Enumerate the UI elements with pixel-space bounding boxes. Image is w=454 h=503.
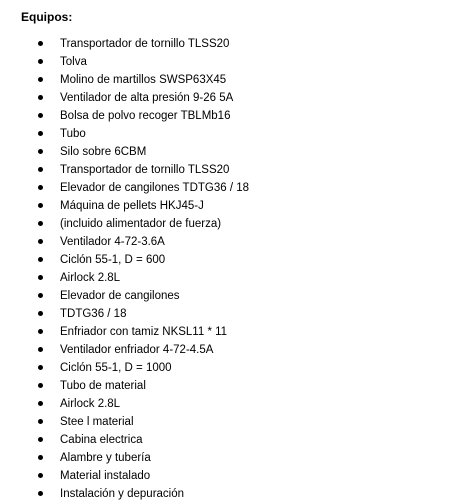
list-item-text: TDTG36 / 18 bbox=[60, 308, 127, 320]
list-item-text: Silo sobre 6CBM bbox=[60, 146, 147, 158]
list-item bbox=[0, 107, 454, 125]
list-item-text: Ventilador enfriador 4-72-4.5A bbox=[60, 344, 214, 356]
bullet-icon bbox=[38, 491, 43, 496]
list-item bbox=[0, 359, 454, 377]
bullet-icon bbox=[38, 311, 43, 316]
list-item bbox=[0, 215, 454, 233]
bullet-icon bbox=[38, 401, 43, 406]
list-item bbox=[0, 197, 454, 215]
bullet-icon bbox=[38, 95, 43, 100]
list-item bbox=[0, 449, 454, 467]
equipment-list bbox=[0, 35, 454, 503]
list-item-text: Tubo bbox=[60, 128, 86, 140]
list-item-text: Tubo de material bbox=[60, 380, 146, 392]
bullet-icon bbox=[38, 347, 43, 352]
bullet-icon bbox=[38, 473, 43, 478]
list-item bbox=[0, 323, 454, 341]
list-item-text: Ventilador de alta presión 9-26 5A bbox=[60, 92, 234, 104]
list-item bbox=[0, 431, 454, 449]
bullet-icon bbox=[38, 113, 43, 118]
list-item-text: Airlock 2.8L bbox=[60, 272, 121, 284]
list-item bbox=[0, 35, 454, 53]
list-item bbox=[0, 89, 454, 107]
bullet-icon bbox=[38, 77, 43, 82]
list-item-text: Stee l material bbox=[60, 416, 134, 428]
list-item-text: Enfriador con tamiz NKSL11 * 11 bbox=[60, 326, 228, 338]
list-item bbox=[0, 377, 454, 395]
bullet-icon bbox=[38, 203, 43, 208]
list-item bbox=[0, 143, 454, 161]
list-item-text: Airlock 2.8L bbox=[60, 398, 121, 410]
list-item bbox=[0, 305, 454, 323]
bullet-icon bbox=[38, 149, 43, 154]
list-item bbox=[0, 485, 454, 503]
list-item-text: Elevador de cangilones TDTG36 / 18 bbox=[60, 182, 250, 194]
list-item bbox=[0, 233, 454, 251]
list-item-text: Bolsa de polvo recoger TBLMb16 bbox=[60, 110, 231, 122]
list-item bbox=[0, 251, 454, 269]
bullet-icon bbox=[38, 131, 43, 136]
list-item-text: Elevador de cangilones bbox=[60, 290, 180, 302]
list-item-text: Ciclón 55-1, D = 1000 bbox=[60, 362, 172, 374]
bullet-icon bbox=[38, 41, 43, 46]
list-item bbox=[0, 341, 454, 359]
list-item-text: Molino de martillos SWSP63X45 bbox=[60, 74, 227, 86]
list-item bbox=[0, 161, 454, 179]
bullet-icon bbox=[38, 419, 43, 424]
bullet-icon bbox=[38, 185, 43, 190]
list-item-text: Tolva bbox=[60, 56, 87, 68]
equipment-heading: Equipos: bbox=[21, 10, 73, 24]
list-item-text: Ciclón 55-1, D = 600 bbox=[60, 254, 166, 266]
list-item-text: Máquina de pellets HKJ45-J bbox=[60, 200, 204, 212]
list-item bbox=[0, 53, 454, 71]
list-item-text: Material instalado bbox=[60, 470, 151, 482]
bullet-icon bbox=[38, 221, 43, 226]
bullet-icon bbox=[38, 329, 43, 334]
bullet-icon bbox=[38, 257, 43, 262]
list-item bbox=[0, 413, 454, 431]
bullet-icon bbox=[38, 239, 43, 244]
list-item-text: Transportador de tornillo TLSS20 bbox=[60, 164, 230, 176]
bullet-icon bbox=[38, 167, 43, 172]
list-item bbox=[0, 395, 454, 413]
list-item bbox=[0, 125, 454, 143]
list-item-text: Alambre y tubería bbox=[60, 452, 151, 464]
bullet-icon bbox=[38, 383, 43, 388]
list-item-text: (incluido alimentador de fuerza) bbox=[60, 218, 222, 230]
list-item bbox=[0, 467, 454, 485]
bullet-icon bbox=[38, 365, 43, 370]
list-item bbox=[0, 179, 454, 197]
bullet-icon bbox=[38, 437, 43, 442]
list-item bbox=[0, 71, 454, 89]
bullet-icon bbox=[38, 455, 43, 460]
bullet-icon bbox=[38, 59, 43, 64]
bullet-icon bbox=[38, 293, 43, 298]
list-item-text: Instalación y depuración bbox=[60, 488, 185, 500]
list-item-text: Transportador de tornillo TLSS20 bbox=[60, 38, 230, 50]
list-item bbox=[0, 269, 454, 287]
bullet-icon bbox=[38, 275, 43, 280]
list-item-text: Ventilador 4-72-3.6A bbox=[60, 236, 165, 248]
list-item bbox=[0, 287, 454, 305]
list-item-text: Cabina electrica bbox=[60, 434, 143, 446]
